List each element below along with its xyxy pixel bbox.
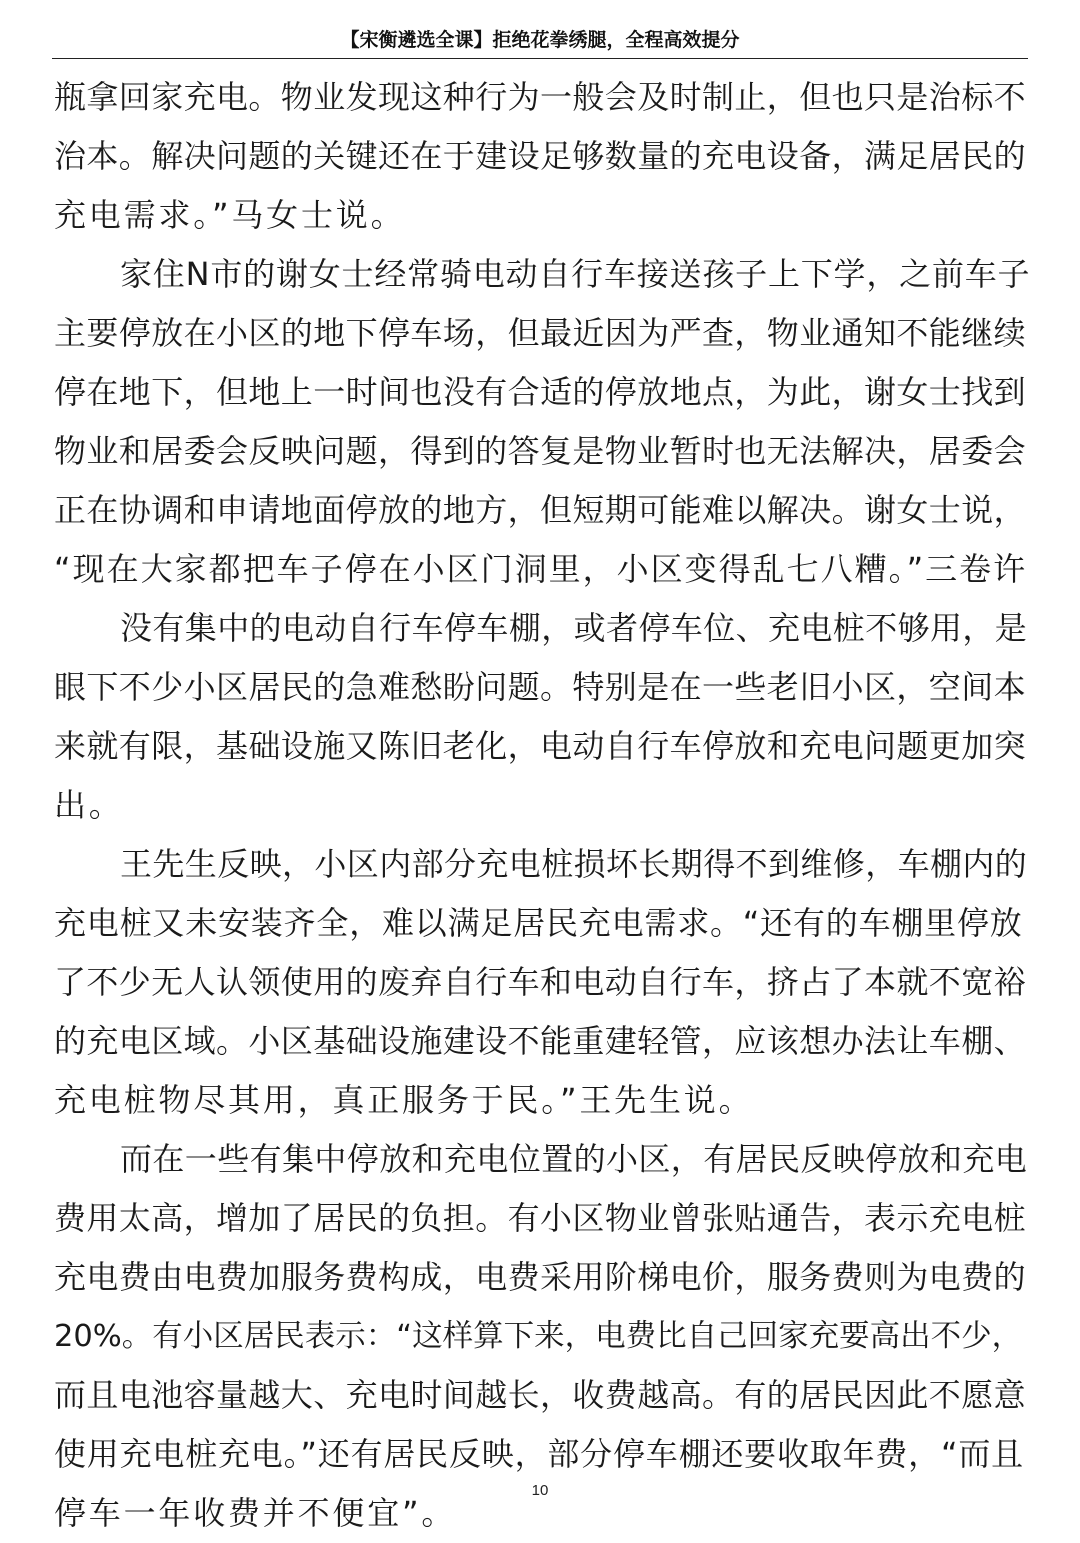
text-line: 瓶拿回家充电。物业发现这种行为一般会及时制止，但也只是治标不 bbox=[54, 78, 1027, 116]
text-line: 而且电池容量越大、充电时间越长，收费越高。有的居民因此不愿意 bbox=[54, 1376, 1027, 1414]
text-line: 20%。有小区居民表示：“这样算下来，电费比自己回家充要高出不少， bbox=[54, 1319, 1023, 1354]
text-line: 正在协调和申请地面停放的地方，但短期可能难以解决。谢女士说， bbox=[54, 491, 1027, 529]
page-header-title: 【宋衡遴选全课】拒绝花拳绣腿，全程高效提分 bbox=[340, 29, 740, 51]
text-line: “现在大家都把车子停在小区门洞里，小区变得乱七八糟。”三卷许 bbox=[54, 550, 1028, 588]
paragraph-first-line: 王先生反映，小区内部分充电桩损坏长期得不到维修，车棚内的 bbox=[120, 845, 1028, 883]
text-line: 充电需求。”马女士说。 bbox=[54, 196, 406, 234]
text-line: 充电费由电费加服务费构成，电费采用阶梯电价，服务费则为电费的 bbox=[54, 1258, 1027, 1296]
text-line: 的充电区域。小区基础设施建设不能重建轻管，应该想办法让车棚、 bbox=[54, 1022, 1027, 1060]
document-body bbox=[54, 68, 1030, 1543]
text-line: 费用太高，增加了居民的负担。有小区物业曾张贴通告，表示充电桩 bbox=[54, 1199, 1027, 1237]
header-divider bbox=[52, 58, 1028, 59]
text-line: 治本。解决问题的关键还在于建设足够数量的充电设备，满足居民的 bbox=[54, 137, 1027, 175]
paragraph-first-line: 而在一些有集中停放和充电位置的小区，有居民反映停放和充电 bbox=[120, 1140, 1028, 1178]
page-number: 10 bbox=[531, 1482, 549, 1499]
text-line: 停车一年收费并不便宜”。 bbox=[54, 1494, 457, 1532]
text-line: 使用充电桩充电。”还有居民反映，部分停车棚还要收取年费，“而且 bbox=[54, 1435, 1024, 1473]
text-line: 物业和居委会反映问题，得到的答复是物业暂时也无法解决，居委会 bbox=[54, 432, 1027, 470]
text-line: 充电桩又未安装齐全，难以满足居民充电需求。“还有的车棚里停放 bbox=[54, 904, 1023, 942]
paragraph-first-line: 家住N市的谢女士经常骑电动自行车接送孩子上下学，之前车子 bbox=[120, 255, 1031, 293]
text-line: 停在地下，但地上一时间也没有合适的停放地点，为此，谢女士找到 bbox=[54, 373, 1027, 411]
text-line: 来就有限，基础设施又陈旧老化，电动自行车停放和充电问题更加突 bbox=[54, 727, 1027, 765]
text-line: 出。 bbox=[54, 786, 124, 824]
text-line: 了不少无人认领使用的废弃自行车和电动自行车，挤占了本就不宽裕 bbox=[54, 963, 1027, 1001]
text-line: 眼下不少小区居民的急难愁盼问题。特别是在一些老旧小区，空间本 bbox=[54, 668, 1027, 706]
text-line: 主要停放在小区的地下停车场，但最近因为严查，物业通知不能继续 bbox=[54, 314, 1027, 352]
paragraph-first-line: 没有集中的电动自行车停车棚，或者停车位、充电桩不够用，是 bbox=[120, 609, 1028, 647]
text-line: 充电桩物尽其用，真正服务于民。”王先生说。 bbox=[54, 1081, 754, 1119]
